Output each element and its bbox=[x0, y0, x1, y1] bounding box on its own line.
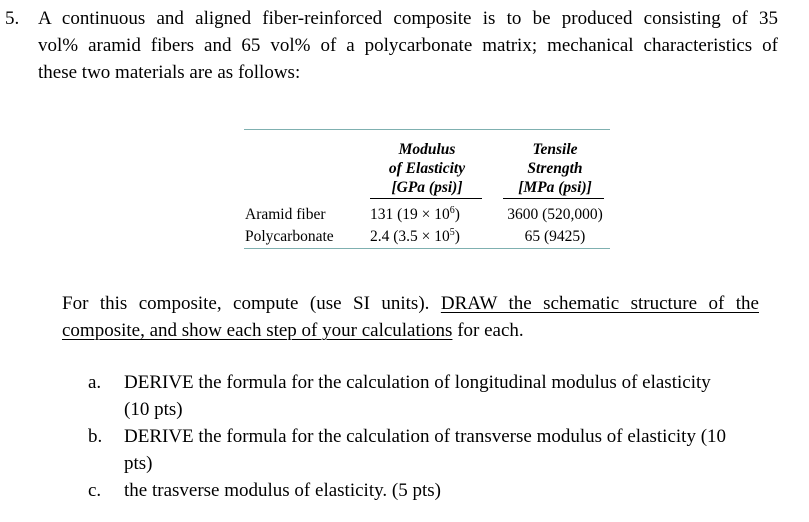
part-line: pts) bbox=[124, 453, 153, 474]
instruction-line: composite, and show each step of your calculations for each. bbox=[62, 320, 524, 341]
part-label: b. bbox=[88, 426, 103, 447]
question-text bbox=[38, 5, 778, 86]
tensile-column-header: Tensile Strength [MPa (psi)] bbox=[518, 141, 592, 196]
modulus-column-header: Modulus of Elasticity [GPa (psi)] bbox=[388, 141, 466, 196]
part-label: a. bbox=[88, 372, 102, 393]
part-line: the trasverse modulus of elasticity. (5 pts) bbox=[124, 480, 441, 501]
material-properties-table bbox=[244, 129, 610, 249]
instruction-text bbox=[62, 290, 759, 344]
part-label: c. bbox=[88, 480, 102, 501]
part-line: DERIVE the formula for the calculation of transverse modulus of elasticity (10 bbox=[124, 426, 727, 447]
question-number: 5. bbox=[5, 8, 20, 29]
tensile-header-rule bbox=[503, 198, 604, 199]
table-cell-modulus: 131 $(19 \times 10^6)$ bbox=[370, 205, 460, 223]
table-cell-tensile: 65 (9425) bbox=[524, 228, 586, 245]
table-cell-material: Polycarbonate bbox=[245, 228, 334, 245]
part-line: (10 pts) bbox=[124, 399, 183, 420]
question-line: these two materials are as follows: bbox=[38, 62, 301, 83]
question-part-a bbox=[88, 369, 768, 423]
question-parts-list bbox=[88, 369, 768, 504]
instruction-line: For this composite, compute (use SI units). DRAW the schematic structure of the bbox=[62, 293, 759, 314]
table-cell-tensile: 3600 (520,000) bbox=[507, 206, 603, 223]
modulus-header-rule bbox=[370, 198, 482, 199]
question-part-b bbox=[88, 423, 768, 477]
question-part-c bbox=[88, 477, 768, 504]
question-line: A continuous and aligned fiber-reinforced composite is to be produced consisting of 35 bbox=[38, 8, 778, 29]
part-line: DERIVE the formula for the calculation of longitudinal modulus of elasticity bbox=[124, 372, 711, 393]
table-cell-material: Aramid fiber bbox=[245, 206, 326, 223]
question-line: vol% aramid fibers and 65 vol% of a polycarbonate matrix; mechanical characteristics of bbox=[38, 35, 778, 56]
table-cell-modulus: 2.4 $(3.5 \times 10^5)$ bbox=[370, 227, 460, 245]
